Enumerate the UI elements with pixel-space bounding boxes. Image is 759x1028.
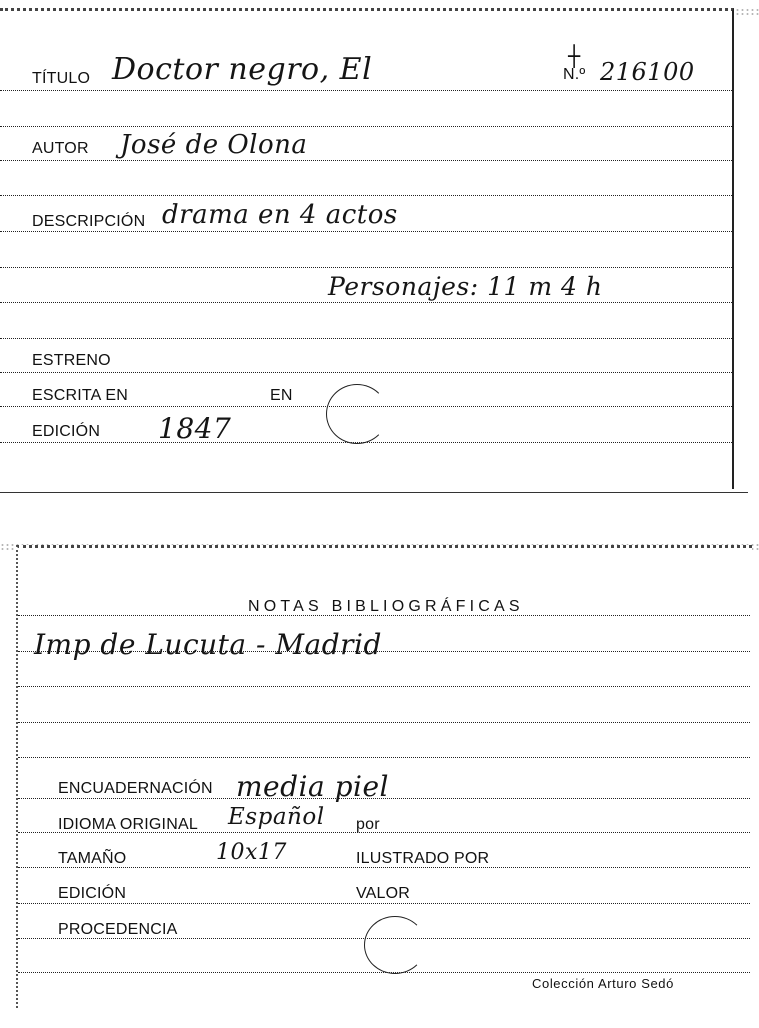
rule: [18, 722, 750, 723]
titulo-value: Doctor negro, El: [112, 52, 373, 87]
notas-title: NOTAS BIBLIOGRÁFICAS: [248, 598, 524, 615]
ilustrado-label: ILUSTRADO POR: [356, 850, 490, 867]
rule: [0, 231, 732, 232]
encuadernacion-label: ENCUADERNACIÓN: [58, 780, 213, 797]
encuadernacion-value: media piel: [236, 770, 389, 803]
rule: [18, 903, 750, 904]
autor-label: AUTOR: [32, 140, 89, 157]
edicion-label: EDICIÓN: [32, 423, 101, 440]
numero-label: N.º: [563, 66, 586, 83]
estreno-label: ESTRENO: [32, 352, 111, 369]
por-label: por: [356, 816, 380, 833]
separator-line: [0, 492, 748, 493]
rule: [18, 757, 750, 758]
tamano-label: TAMAÑO: [58, 850, 127, 867]
autor-value: José de Olona: [120, 130, 308, 160]
rule: [18, 686, 750, 687]
rule: [0, 267, 732, 268]
valor-label: VALOR: [356, 885, 411, 902]
rule: [0, 338, 732, 339]
rule: [0, 195, 732, 196]
idioma-value: Español: [228, 804, 325, 830]
numero-value: 216100: [600, 58, 695, 86]
notas-value: Imp de Lucuta - Madrid: [34, 628, 382, 661]
punch-hole-icon: [326, 384, 388, 444]
rule: [0, 160, 732, 161]
edicion2-label: EDICIÓN: [58, 885, 127, 902]
edicion-value: 1847: [158, 412, 232, 445]
tamano-value: 10x17: [216, 840, 287, 865]
punch-hole-icon: [364, 916, 426, 974]
procedencia-label: PROCEDENCIA: [58, 921, 178, 938]
idioma-label: IDIOMA ORIGINAL: [58, 816, 198, 833]
descripcion-value: drama en 4 actos: [162, 200, 398, 230]
cross-mark-icon: ┼: [568, 44, 581, 68]
titulo-label: TÍTULO: [32, 70, 91, 87]
personajes-value: Personajes: 11 m 4 h: [328, 272, 603, 301]
en-label: EN: [270, 387, 293, 404]
collection-credit: Colección Arturo Sedó: [532, 976, 674, 991]
rule: [0, 126, 732, 127]
rule: [0, 302, 732, 303]
escrita-label: ESCRITA EN: [32, 387, 128, 404]
rule: [0, 90, 732, 91]
rule: [0, 372, 732, 373]
descripcion-label: DESCRIPCIÓN: [32, 213, 146, 230]
